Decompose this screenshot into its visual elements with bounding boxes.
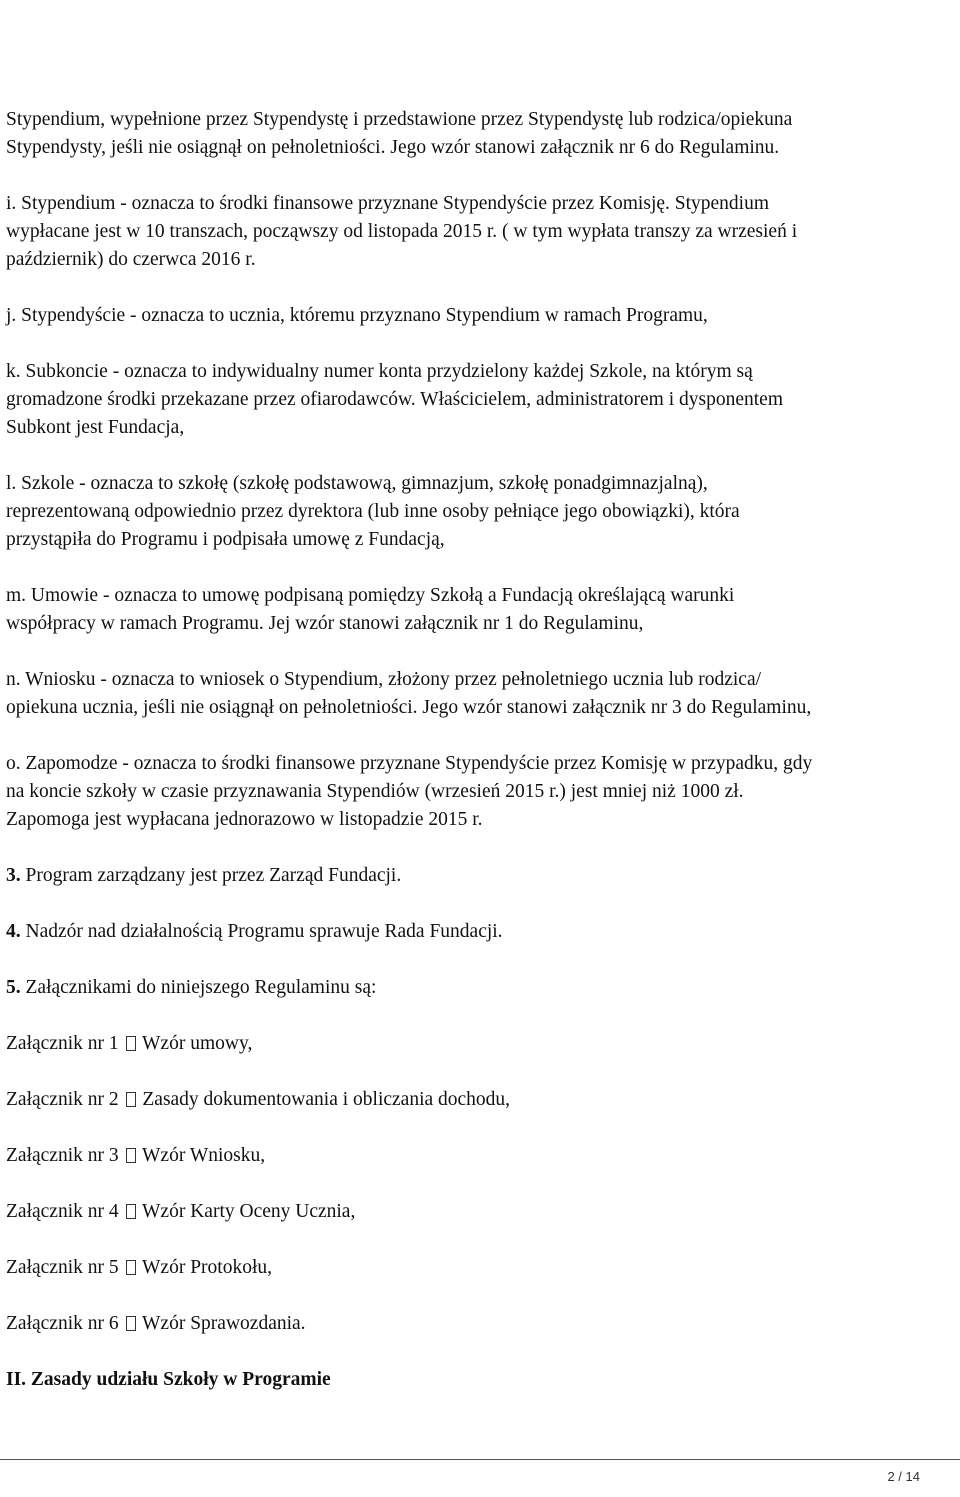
text-line: n. Wniosku - oznacza to wniosek o Stypendium, złożony przez pełnoletniego ucznia lub rodzica/ bbox=[6, 669, 762, 690]
definition-j bbox=[6, 302, 946, 330]
text-line: Stypendium, wypełnione przez Stypendystę i przedstawione przez Stypendystę lub rodzica/opiekuna bbox=[6, 109, 793, 130]
point-5 bbox=[6, 974, 946, 1002]
attachment-title: Wzór Sprawozdania. bbox=[142, 1313, 306, 1334]
text-line: o. Zapomodze - oznacza to środki finansowe przyznane Stypendyście przez Komisję w przypadku, gdy bbox=[6, 753, 813, 774]
definition-i bbox=[6, 190, 946, 274]
attachment-title: Wzór Protokołu, bbox=[142, 1257, 273, 1278]
attachment-prefix: Załącznik nr 4 bbox=[6, 1201, 119, 1222]
regulation-points bbox=[6, 862, 946, 1002]
attachment-prefix: Załącznik nr 2 bbox=[6, 1089, 119, 1110]
point-number: 4. bbox=[6, 921, 21, 942]
missing-glyph-icon bbox=[126, 1260, 136, 1275]
definition-m bbox=[6, 582, 946, 638]
attachment-prefix: Załącznik nr 6 bbox=[6, 1313, 119, 1334]
definition-n bbox=[6, 666, 946, 722]
text-line: reprezentowaną odpowiednio przez dyrektora (lub inne osoby pełniące jego obowiązki), która bbox=[6, 501, 740, 522]
missing-glyph-icon bbox=[126, 1316, 136, 1331]
text-line: k. Subkoncie - oznacza to indywidualny numer konta przydzielony każdej Szkole, na którym są bbox=[6, 361, 753, 382]
text-line: październik) do czerwca 2016 r. bbox=[6, 249, 256, 270]
missing-glyph-icon bbox=[126, 1092, 136, 1107]
page-footer bbox=[0, 1459, 960, 1497]
page-number: 2 / 14 bbox=[887, 1469, 920, 1484]
text-line: j. Stypendyście - oznacza to ucznia, któremu przyznano Stypendium w ramach Programu, bbox=[6, 305, 708, 326]
text-line: Stypendysty, jeśli nie osiągnął on pełnoletniości. Jego wzór stanowi załącznik nr 6 do Regulaminu. bbox=[6, 137, 780, 158]
section-heading: II. Zasady udziału Szkoły w Programie bbox=[6, 1369, 331, 1390]
text-line: współpracy w ramach Programu. Jej wzór stanowi załącznik nr 1 do Regulaminu, bbox=[6, 613, 644, 634]
attachment-item bbox=[6, 1254, 946, 1282]
text-line: przystąpiła do Programu i podpisała umowę z Fundacją, bbox=[6, 529, 445, 550]
attachment-prefix: Załącznik nr 5 bbox=[6, 1257, 119, 1278]
missing-glyph-icon bbox=[126, 1148, 136, 1163]
definition-o bbox=[6, 750, 946, 834]
point-4 bbox=[6, 918, 946, 946]
point-3 bbox=[6, 862, 946, 890]
attachment-prefix: Załącznik nr 1 bbox=[6, 1033, 119, 1054]
missing-glyph-icon bbox=[126, 1204, 136, 1219]
text-line: gromadzone środki przekazane przez ofiarodawców. Właścicielem, administratorem i dysponentem bbox=[6, 389, 783, 410]
point-text: Nadzór nad działalnością Programu sprawuje Rada Fundacji. bbox=[20, 921, 503, 942]
text-line: na koncie szkoły w czasie przyznawania Stypendiów (wrzesień 2015 r.) jest mniej niż 1000 zł. bbox=[6, 781, 744, 802]
attachments-list bbox=[6, 1030, 946, 1338]
attachment-title: Zasady dokumentowania i obliczania dochodu, bbox=[142, 1089, 511, 1110]
attachment-item bbox=[6, 1030, 946, 1058]
text-line: opiekuna ucznia, jeśli nie osiągnął on pełnoletniości. Jego wzór stanowi załącznik nr 3 do Regulaminu, bbox=[6, 697, 812, 718]
attachment-title: Wzór Wniosku, bbox=[142, 1145, 266, 1166]
definition-h-continuation bbox=[6, 106, 946, 162]
attachment-title: Wzór Karty Oceny Ucznia, bbox=[142, 1201, 356, 1222]
attachment-title: Wzór umowy, bbox=[142, 1033, 253, 1054]
point-number: 5. bbox=[6, 977, 21, 998]
point-text: Załącznikami do niniejszego Regulaminu są: bbox=[20, 977, 377, 998]
definition-k bbox=[6, 358, 946, 442]
attachment-item bbox=[6, 1310, 946, 1338]
text-line: wypłacane jest w 10 transzach, począwszy od listopada 2015 r. ( w tym wypłata transzy za wrzesień i bbox=[6, 221, 798, 242]
attachment-prefix: Załącznik nr 3 bbox=[6, 1145, 119, 1166]
text-line: Zapomoga jest wypłacana jednorazowo w listopadzie 2015 r. bbox=[6, 809, 483, 830]
text-line: m. Umowie - oznacza to umowę podpisaną pomiędzy Szkołą a Fundacją określającą warunki bbox=[6, 585, 735, 606]
definitions-list bbox=[6, 106, 946, 834]
attachment-item bbox=[6, 1198, 946, 1226]
text-line: Subkont jest Fundacja, bbox=[6, 417, 185, 438]
definition-l bbox=[6, 470, 946, 554]
document-page bbox=[6, 106, 946, 1394]
attachment-item bbox=[6, 1086, 946, 1114]
text-line: l. Szkole - oznacza to szkołę (szkołę podstawową, gimnazjum, szkołę ponadgimnazjalną), bbox=[6, 473, 708, 494]
missing-glyph-icon bbox=[126, 1036, 136, 1051]
point-text: Program zarządzany jest przez Zarząd Fundacji. bbox=[20, 865, 402, 886]
footer-divider bbox=[0, 1459, 960, 1460]
point-number: 3. bbox=[6, 865, 21, 886]
text-line: i. Stypendium - oznacza to środki finansowe przyznane Stypendyście przez Komisję. Stypendium bbox=[6, 193, 770, 214]
attachment-item bbox=[6, 1142, 946, 1170]
